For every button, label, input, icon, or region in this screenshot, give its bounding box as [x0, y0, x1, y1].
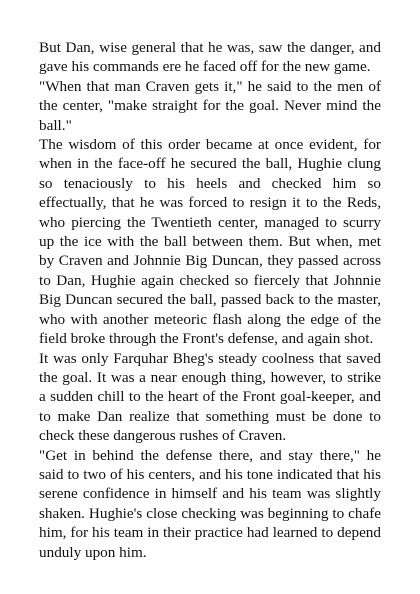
- paragraph: It was only Farquhar Bheg's steady coolness that saved the goal. It was a near enough thing, however, to strike a sudden chill to the heart of the Front goal-keeper, and to make Dan realize that something must be done to check these dangerous rushes of Craven.: [39, 349, 381, 445]
- paragraph: "When that man Craven gets it," he said to the men of the center, "make straight for the goal. Never mind the ball.": [39, 77, 381, 134]
- paragraph: The wisdom of this order became at once evident, for when in the face-off he secured the ball, Hughie clung so tenaciously to his heels and checked him so effectually, that he was forced to resign it to the Reds, who piercing the Twentieth center, managed to scurry up the ice with the ball between them. But when, met by Craven and Johnnie Big Duncan, they passed across to Dan, Hughie again checked so fiercely that Johnnie Big Duncan secured the ball, passed back to the master, who with another meteoric flash along the edge of the field broke through the Front's defense, and again shot.: [39, 136, 381, 348]
- paragraph: But Dan, wise general that he was, saw the danger, and gave his commands ere he faced off for the new game.: [39, 39, 381, 76]
- paragraph: "Get in behind the defense there, and stay there," he said to two of his centers, and his tone indicated that his serene confidence in himself and his team was slightly shaken. Hughie's close checking was beginning to chafe him, for his team in their practice had learned to depend unduly upon him.: [39, 446, 381, 561]
- page-text: [39, 38, 381, 562]
